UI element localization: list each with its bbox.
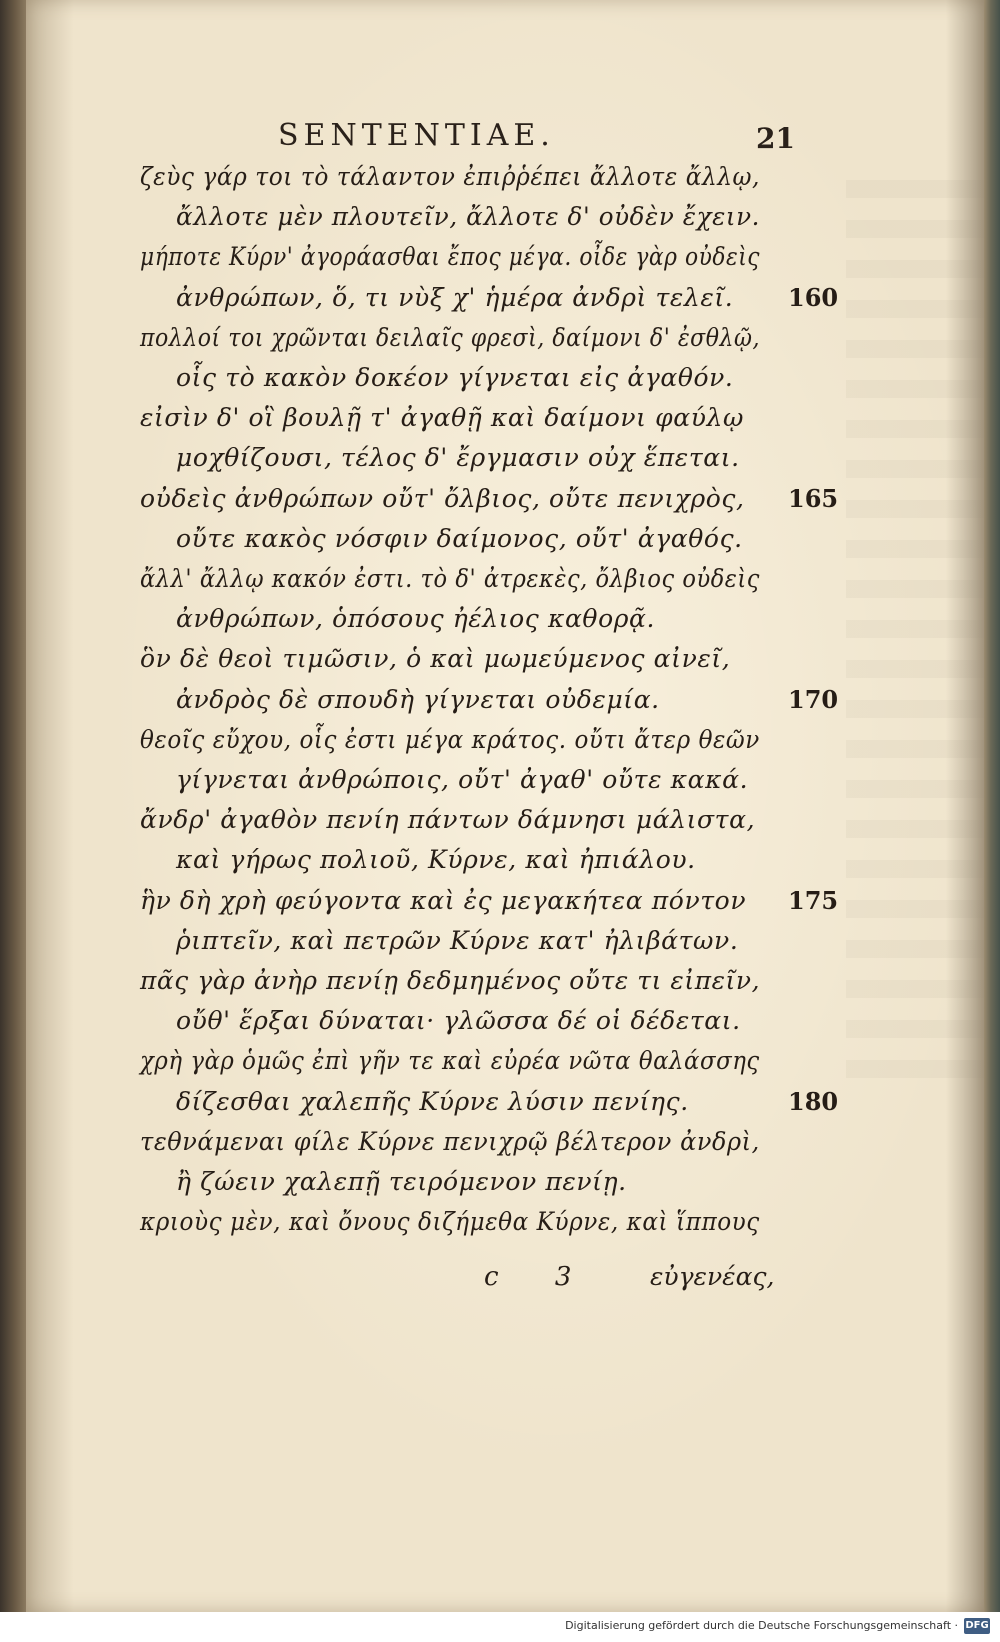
verse-line (0, 886, 1000, 926)
verse-text: ἣν δὴ χρὴ φεύγοντα καὶ ἐς μεγακήτεα πόντον (140, 885, 747, 915)
verse-line (0, 1046, 1000, 1086)
verse-text: ζεὺς γάρ τοι τὸ τάλαντον ἐπιῤῥέπει ἄλλοτε ἄλλῳ, (140, 162, 761, 191)
verse-text: καὶ γήρως πολιοῦ, Κύρνε, καὶ ἠπιάλου. (176, 845, 696, 875)
verse-line (0, 1006, 1000, 1046)
verse-line (0, 564, 1000, 604)
verse-text: ὃν δὲ θεοὶ τιμῶσιν, ὁ καὶ μωμεύμενος αἰνεῖ, (140, 644, 731, 674)
verse-line (0, 685, 1000, 725)
verse-text: ῥιπτεῖν, καὶ πετρῶν Κύρνε κατ' ἠλιβάτων. (176, 925, 739, 955)
verse-text: γίγνεται ἀνθρώποις, οὔτ' ἀγαθ' οὔτε κακά. (176, 765, 749, 794)
verse-line (0, 1087, 1000, 1127)
verse-line (0, 805, 1000, 845)
verse-text: οὔτε κακὸς νόσφιν δαίμονος, οὔτ' ἀγαθός. (176, 523, 743, 553)
verse-line (0, 443, 1000, 483)
folio-number: 21 (756, 122, 795, 155)
verse-line (0, 966, 1000, 1006)
verse-text: ἄλλοτε μὲν πλουτεῖν, ἄλλοτε δ' οὐδὲν ἔχειν. (176, 202, 761, 232)
verse-text: ἀνδρὸς δὲ σπουδὴ γίγνεται οὐδεμία. (176, 684, 660, 714)
verse-text: χρὴ γὰρ ὁμῶς ἐπὶ γῆν τε καὶ εὐρέα νῶτα θαλάσσης (140, 1046, 760, 1076)
verse-text: δίζεσθαι χαλεπῆς Κύρνε λύσιν πενίης. (176, 1086, 689, 1116)
verse-text: μήποτε Κύρν' ἀγοράασθαι ἔπος μέγα. οἶδε γὰρ οὐδεὶς (140, 242, 761, 272)
verse-line (0, 283, 1000, 323)
line-number: 175 (788, 885, 839, 915)
verse-text: εἰσὶν δ' οἳ βουλῇ τ' ἀγαθῇ καὶ δαίμονι φαύλῳ (140, 403, 744, 433)
verse-text: ἢ ζώειν χαλεπῇ τειρόμενον πενίῃ. (176, 1167, 627, 1196)
verse-text: ἄλλ' ἄλλῳ κακόν ἐστι. τὸ δ' ἀτρεκὲς, ὄλβιος οὐδεὶς (140, 564, 760, 593)
catchword: εὐγενέας, (650, 1262, 775, 1291)
verse-line (0, 403, 1000, 443)
page-header (0, 118, 1000, 158)
signature-mark: c 3 (484, 1262, 596, 1292)
verse-text: οἷς τὸ κακὸν δοκέον γίγνεται εἰς ἀγαθόν. (176, 363, 734, 392)
verse-line (0, 644, 1000, 684)
verse-line (0, 242, 1000, 282)
verse-text: μοχθίζουσι, τέλος δ' ἔργμασιν οὐχ ἕπεται. (176, 443, 740, 473)
verse-line (0, 484, 1000, 524)
line-number: 170 (788, 684, 839, 714)
verse-text: οὐδεὶς ἀνθρώπων οὔτ' ὄλβιος, οὔτε πενιχρὸς, (140, 483, 745, 513)
funding-credit: Digitalisierung gefördert durch die Deutsche Forschungsgemeinschaft · (565, 1619, 958, 1632)
verse-line (0, 1167, 1000, 1207)
verse-line (0, 926, 1000, 966)
verse-line (0, 363, 1000, 403)
digitization-footer (0, 1612, 1000, 1642)
signature-line (0, 1262, 1000, 1302)
verse-line (0, 162, 1000, 202)
verse-line (0, 323, 1000, 363)
verse-line (0, 765, 1000, 805)
verse-text: θεοῖς εὔχου, οἷς ἐστι μέγα κράτος. οὔτι ἄτερ θεῶν (140, 724, 760, 754)
line-number: 160 (788, 282, 839, 312)
verse-line (0, 604, 1000, 644)
verse-line (0, 725, 1000, 765)
running-head: SENTENTIAE. (278, 118, 555, 153)
verse-line (0, 1127, 1000, 1167)
verse-text: οὔθ' ἕρξαι δύναται· γλῶσσα δέ οἱ δέδεται. (176, 1006, 741, 1036)
verse-text: πᾶς γὰρ ἀνὴρ πενίῃ δεδμημένος οὔτε τι εἰπεῖν, (140, 966, 761, 995)
verse-text: ἀνθρώπων, ὅ, τι νὺξ χ' ἡμέρα ἀνδρὶ τελεῖ. (176, 282, 734, 312)
verse-text: ἀνθρώπων, ὁπόσους ἠέλιος καθορᾷ. (176, 604, 656, 634)
verse-text: τεθνάμεναι φίλε Κύρνε πενιχρῷ βέλτερον ἀνδρὶ, (140, 1126, 760, 1156)
line-number: 180 (788, 1086, 839, 1116)
verse-line (0, 845, 1000, 885)
dfg-logo: DFG (964, 1618, 990, 1634)
verse-line (0, 524, 1000, 564)
verse-text: ἄνδρ' ἀγαθὸν πενίη πάντων δάμνησι μάλιστα, (140, 805, 756, 835)
verse-line (0, 202, 1000, 242)
verse-text: κριοὺς μὲν, καὶ ὄνους διζήμεθα Κύρνε, καὶ ἵππους (140, 1207, 760, 1237)
verse-text: πολλοί τοι χρῶνται δειλαῖς φρεσὶ, δαίμονι δ' ἐσθλῷ, (140, 322, 761, 352)
verse-line (0, 1207, 1000, 1247)
line-number: 165 (788, 483, 839, 513)
